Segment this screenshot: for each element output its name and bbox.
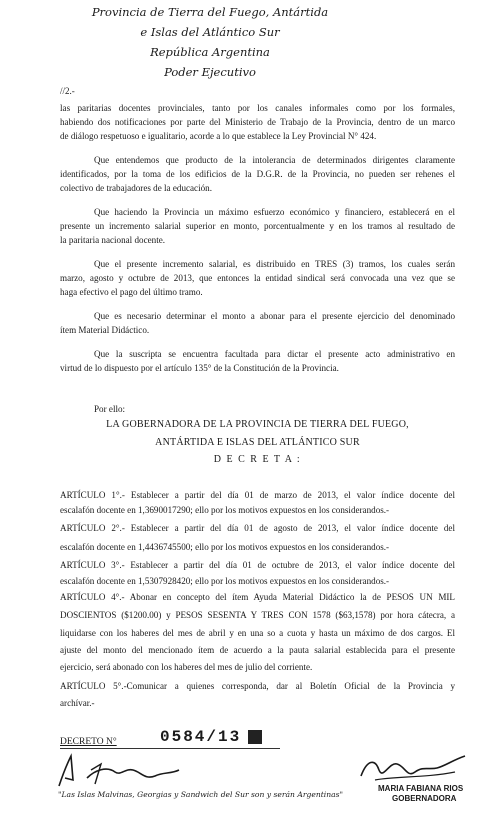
letterhead-line-1: Provincia de Tierra del Fuego, Antártida <box>91 5 329 19</box>
article-line: ARTÍCULO 1°.- Establecer a partir del día 01 de marzo de 2013, el valor índice docente del <box>60 490 455 500</box>
article-line: archívar.- <box>60 698 95 708</box>
paragraph-line: haga efectivo el pago del último tramo. <box>60 287 203 297</box>
paragraph-line: presente un incremento salarial superior en monto, porcentualmente y en los tramos al resultado de <box>60 221 455 231</box>
minister-signature-icon <box>55 750 185 792</box>
article-line: ARTÍCULO 4°.- Abonar en concepto del ítem Ayuda Material Didáctico la de PESOS UN MIL <box>60 592 455 602</box>
paragraph-line: ítem Material Didáctico. <box>60 325 150 335</box>
article-line: ARTÍCULO 5°.-Comunicar a quienes corresponda, dar al Boletín Oficial de la Provincia y <box>60 681 455 691</box>
decreto-number: 0584/13 <box>160 728 242 746</box>
article-line: escalafón docente en 1,4436745500; ello por los motivos expuestos en los considerandos.- <box>60 542 390 552</box>
paragraph-line: marzo, agosto y octubre de 2013, que entonces la entidad sindical será convocada una vez que se <box>60 273 455 283</box>
paragraph-line: identificados, por la toma de los edificios de la D.G.R. de la Provincia, no pueden ser rehenes el <box>60 169 455 179</box>
decreta-heading: D E C R E T A : <box>213 454 302 465</box>
page-marker: //2.- <box>60 86 75 96</box>
paragraph-line: las paritarias docentes provinciales, tanto por los canales informales como por los formales, <box>60 103 455 113</box>
governor-signature-icon <box>355 750 475 784</box>
paragraph-line: de diálogo respetuoso e igualitario, acorde a lo que establece la Ley Provincial N° 424. <box>60 131 377 141</box>
letterhead-line-2: e Islas del Atlántico Sur <box>140 25 280 39</box>
letterhead-line-3: República Argentina <box>150 45 270 59</box>
paragraph-line: virtud de lo dispuesto por el artículo 135° de la Constitución de la Provincia. <box>60 363 339 373</box>
authority-line-1: LA GOBERNADORA DE LA PROVINCIA DE TIERRA DEL FUEGO, <box>106 419 409 430</box>
por-ello: Por ello: <box>94 404 126 414</box>
stamp-mark-icon <box>248 730 262 744</box>
article-line: DOSCIENTOS ($1200.00) y PESOS SESENTA Y TRES CON 1578 ($63,1578) por hora cátecra, a <box>60 610 455 620</box>
paragraph-line: la paritaria nacional docente. <box>60 235 166 245</box>
article-line: ejercicio, será abonado con los haberes del mes de julio del corriente. <box>60 662 313 672</box>
paragraph-line: Que la suscripta se encuentra facultada para dictar el presente acto administrativo en <box>94 349 455 359</box>
paragraph-line: Que entendemos que producto de la intolerancia de determinados dirigentes claramente <box>94 155 455 165</box>
article-line: escalafón docente en 1,5307928420; ello por los motivos expuestos en los considerandos.- <box>60 576 390 586</box>
signature-name: MARIA FABIANA RIOS <box>378 784 464 793</box>
paragraph-line: Que es necesario determinar el monto a abonar para el presente ejercicio del denominado <box>94 311 455 321</box>
decreto-label: DECRETO N° <box>60 737 117 747</box>
decreto-divider <box>60 748 280 749</box>
paragraph-line: colectivo de trabajadores de la educación. <box>60 183 212 193</box>
article-line: escalafón docente en 1,3690017290; ello por los motivos expuestos en los considerandos.- <box>60 505 390 515</box>
paragraph-line: Que haciendo la Provincia un máximo esfuerzo económico y financiero, establecerá en el <box>94 207 455 217</box>
footer-motto: "Las Islas Malvinas, Georgias y Sandwich del Sur son y serán Argentinas" <box>58 790 344 799</box>
article-line: ARTÍCULO 2°.- Establecer a partir del día 01 de agosto de 2013, el valor índice docente del <box>60 523 455 533</box>
signature-title: GOBERNADORA <box>392 794 457 803</box>
paragraph-line: habiendo dos notificaciones por parte del Ministerio de Trabajo de la Provincia, dentro de un marco <box>60 117 455 127</box>
authority-line-2: ANTÁRTIDA E ISLAS DEL ATLÁNTICO SUR <box>155 437 360 448</box>
article-line: liquidarse con los haberes del mes de abril y en una so a cuota y hasta un máximo de dos cargos. El <box>60 628 455 638</box>
paragraph-line: Que el presente incremento salarial, es distribuido en TRES (3) tramos, los cuales serán <box>94 259 455 269</box>
article-line: ARTÍCULO 3°.- Establecer a partir del día 01 de octubre de 2013, el valor índice docente del <box>60 560 455 570</box>
article-line: ajuste del monto del mencionado ítem de acuerdo a la pauta salarial establecida para el presente <box>60 645 455 655</box>
letterhead-line-4: Poder Ejecutivo <box>164 65 256 79</box>
